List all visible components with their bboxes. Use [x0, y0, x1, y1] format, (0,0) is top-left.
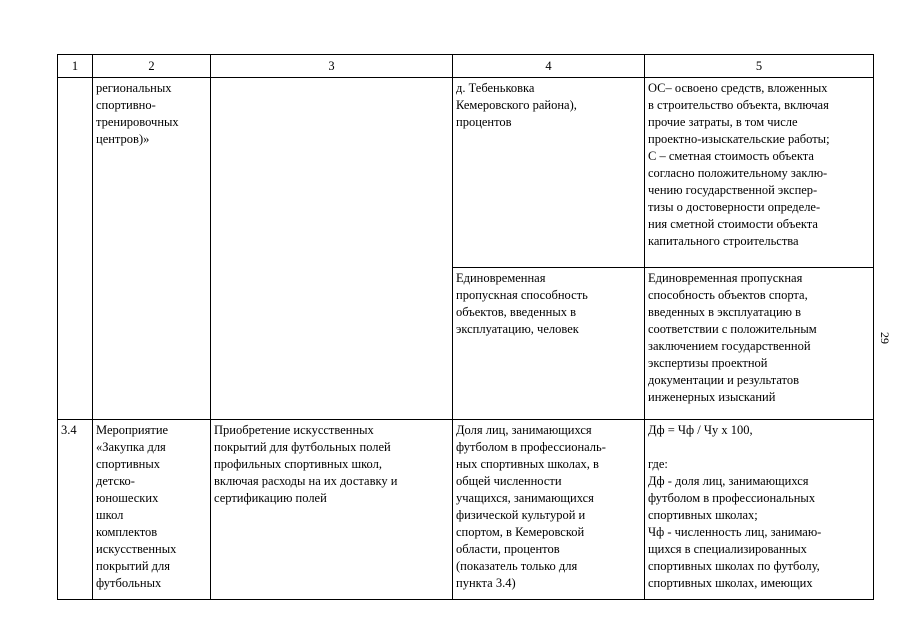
table-row: [58, 78, 874, 268]
header-row: [58, 55, 874, 78]
row3-indicator-cell: Доля лиц, занимающихся футболом в профессиональ- ных спортивных школах, в общей численности учащихся, занимающихся физической культурой и спортом, в Кемеровской области, процентов (показатель только для пункта 3.4): [453, 420, 645, 600]
row3-method-cell: Дф = Чф / Чу х 100, где: Дф - доля лиц, занимающихся футболом в профессиональных спортивных школах; Чф - численность лиц, занимаю- щихся в специализированных спортивных школах по футболу, спортивных школах, имеющих: [645, 420, 874, 600]
table-row: [58, 420, 874, 600]
header-col-5: 5: [645, 55, 874, 78]
row1-number-cell: [58, 78, 93, 420]
row2-method-cell: Единовременная пропускная способность объектов спорта, введенных в эксплуатацию в соответствии с положительным заключением государственной экспертизы проектной документации и результатов инженерных изысканий: [645, 268, 874, 420]
header-col-1: 1: [58, 55, 93, 78]
row1-method-cell: ОС– освоено средств, вложенных в строительство объекта, включая прочие затраты, в том числе проектно-изыскательские работы; С – сметная стоимость объекта согласно положительному заклю- чению государственной экспер- тизы о достоверности определе- ния сметной стоимости объекта капитального строительства: [645, 78, 874, 268]
header-col-3: 3: [211, 55, 453, 78]
row3-description-cell: Приобретение искусственных покрытий для футбольных полей профильных спортивных школ, включая расходы на их доставку и сертификацию полей: [211, 420, 453, 600]
row3-number-cell: 3.4: [58, 420, 93, 600]
header-col-4: 4: [453, 55, 645, 78]
data-table: [57, 54, 874, 600]
row1-indicator-cell: д. Тебеньковка Кемеровского района), процентов: [453, 78, 645, 268]
row1-event-cell: региональных спортивно- тренировочных центров)»: [93, 78, 211, 420]
row1-description-cell: [211, 78, 453, 420]
row3-event-cell: Мероприятие «Закупка для спортивных детско- юношеских школ комплектов искусственных покрытий для футбольных: [93, 420, 211, 600]
header-col-2: 2: [93, 55, 211, 78]
row2-indicator-cell: Единовременная пропускная способность объектов, введенных в эксплуатацию, человек: [453, 268, 645, 420]
page-number: 29: [878, 332, 892, 344]
